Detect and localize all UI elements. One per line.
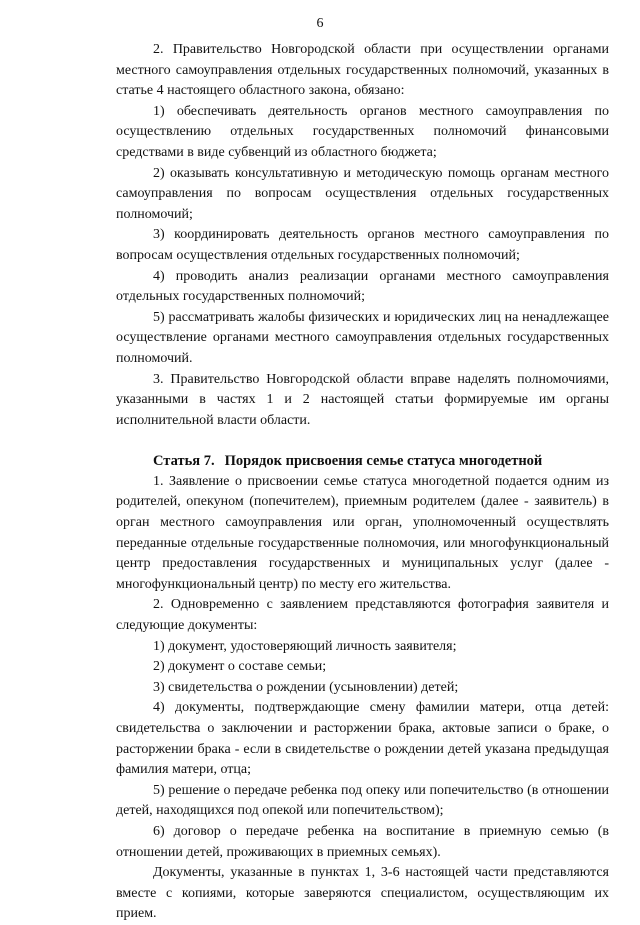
list-item: 1) обеспечивать деятельность органов местного самоуправления по осуществлению отдельных государственных полномочий финансовыми средствами в виде субвенций из областного бюджета; (116, 103, 609, 160)
paragraph: 2. Правительство Новгородской области при осуществлении органами местного самоуправления отдельных государственных полномочий, указанных в статье 4 настоящего областного закона, обязано: (116, 42, 609, 99)
paragraph: 1. Заявление о присвоении семье статуса многодетной подается одним из родителей, опекуном (попечителем), приемным родителем (далее - заявитель) в орган местного самоуправления или орган, уполномоченный осуществлять переданные отдельные государственные полномочия, или многофункциональный центр предоставления государственных и муниципальных услуг (далее - многофункциональный центр) по месту его жительства. (116, 473, 609, 592)
list-item: 1) документ, удостоверяющий личность заявителя; (153, 638, 457, 654)
list-item: 4) документы, подтверждающие смену фамилии матери, отца детей: свидетельства о заключении и расторжении брака, актовые записи о браке, о расторжении брака - если в свидетельстве о рождении детей указана предыдущая фамилия матери, отца; (116, 700, 609, 778)
page-number: 6 (316, 16, 324, 31)
list-item: 3) координировать деятельность органов местного самоуправления по вопросам осуществления отдельных государственных полномочий; (116, 227, 609, 263)
list-item: 3) свидетельства о рождении (усыновлении) детей; (153, 679, 459, 695)
list-item: 4) проводить анализ реализации органами местного самоуправления отдельных государственных полномочий; (116, 268, 609, 305)
article-number: Статья 7. (153, 453, 215, 470)
list-item: 2) документ о составе семьи; (153, 659, 327, 675)
document-body (116, 40, 609, 925)
list-item: 6) договор о передаче ребенка на воспитание в приемную семью (в отношении детей, проживающих в приемных семьях). (116, 823, 609, 860)
paragraph: 2. Одновременно с заявлением представляются фотография заявителя и следующие документы: (116, 597, 609, 634)
paragraph: 3. Правительство Новгородской области вправе наделять полномочиями, указанными в частях 1 и 2 настоящей статьи формируемые им органы исполнительной власти области. (116, 371, 609, 428)
paragraph: Документы, указанные в пунктах 1, 3-6 настоящей части представляются вместе с копиями, которые заверяются специалистом, осуществляющим их прием. (116, 865, 609, 922)
list-item: 5) рассматривать жалобы физических и юридических лиц на ненадлежащее осуществление органами местного самоуправления отдельных государственных полномочий. (116, 309, 609, 366)
section-spacer (116, 431, 609, 451)
list-item: 5) решение о передаче ребенка под опеку или попечительство (в отношении детей, находящихся под опекой или попечительством); (116, 782, 609, 819)
article-heading (116, 451, 609, 472)
list-item: 2) оказывать консультативную и методическую помощь органам местного самоуправления по вопросам осуществления отдельных государственных полномочий; (116, 165, 609, 222)
article-title: Порядок присвоения семье статуса многодетной (224, 453, 543, 470)
